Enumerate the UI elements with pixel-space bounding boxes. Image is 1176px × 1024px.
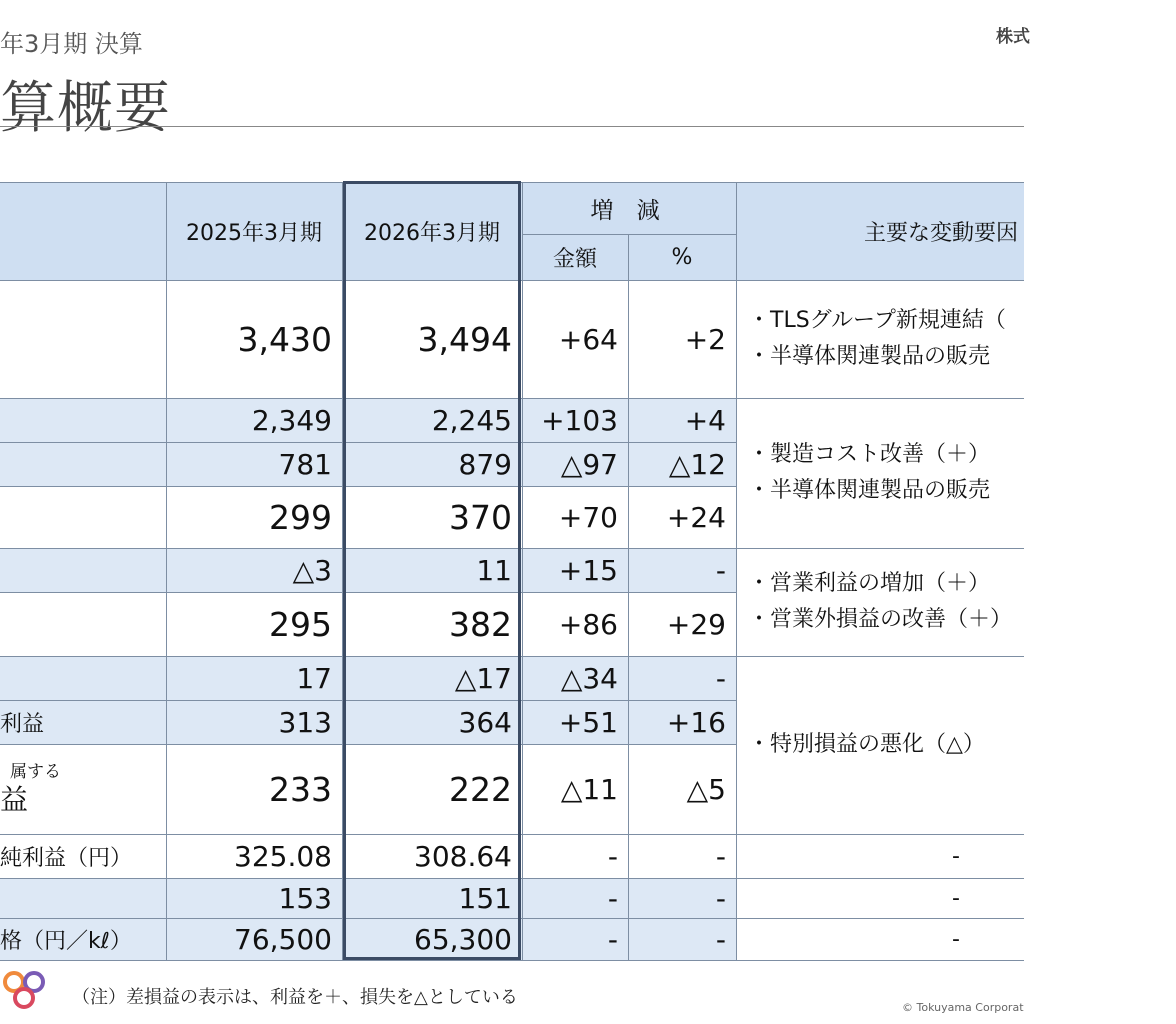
footnote: （注）差損益の表示は、利益を＋、損失を△としている	[72, 987, 518, 1008]
cell-prev: 325.08	[166, 834, 342, 878]
cell-curr: 308.64	[342, 834, 522, 878]
grid-line-v	[736, 182, 737, 960]
header-label-cell	[0, 182, 166, 280]
cell-prev: 17	[166, 656, 342, 700]
cell-amount: -	[522, 834, 628, 878]
row-label	[0, 486, 166, 548]
cell-amount: -	[522, 878, 628, 918]
cell-pct: +2	[628, 280, 736, 398]
factor-cell-2	[736, 398, 1024, 548]
grid-line-v	[522, 182, 523, 960]
cell-curr: 370	[342, 486, 522, 548]
header-amount: 金額	[522, 234, 628, 280]
cell-amount: +86	[522, 592, 628, 656]
factor-cell-4	[736, 656, 1024, 834]
company-name: 株式	[996, 27, 1030, 47]
row-label	[0, 548, 166, 592]
cell-prev: 295	[166, 592, 342, 656]
page-title: 算概要	[0, 76, 171, 141]
grid-line-h	[736, 548, 1024, 549]
cell-amount: △34	[522, 656, 628, 700]
cell-amount: +64	[522, 280, 628, 398]
cell-curr: 65,300	[342, 918, 522, 960]
grid-line-h	[522, 234, 736, 235]
cell-curr: △17	[342, 656, 522, 700]
cell-pct: +29	[628, 592, 736, 656]
row-label: 利益	[0, 700, 166, 744]
row-label-small: 属する	[10, 762, 61, 782]
factor-4a: ・特別損益の悪化（△）	[748, 732, 985, 757]
row-label	[0, 592, 166, 656]
copyright: © Tokuyama Corporat	[902, 1001, 1024, 1014]
current-year-highlight	[343, 181, 521, 960]
header-prev-year: 2025年3月期	[166, 182, 342, 280]
row-label	[0, 442, 166, 486]
factor-dash-r11: -	[736, 878, 1176, 918]
cell-amount: +51	[522, 700, 628, 744]
factor-3a: ・営業利益の増加（＋）	[748, 571, 991, 596]
factor-cell-1	[736, 280, 1024, 398]
cell-prev: 233	[166, 744, 342, 834]
header-factors-label: 主要な変動要因	[864, 220, 1019, 246]
factor-dash-r12: -	[736, 918, 1176, 960]
row-label-large: 益	[0, 783, 29, 816]
factor-1b: ・半導体関連製品の販売	[748, 344, 991, 369]
cell-pct: +16	[628, 700, 736, 744]
header-factors	[736, 182, 1024, 280]
factor-3b: ・営業外損益の改善（＋）	[748, 607, 1013, 632]
cell-amount: △97	[522, 442, 628, 486]
cell-pct: +24	[628, 486, 736, 548]
cell-pct: -	[628, 878, 736, 918]
grid-line-h	[736, 918, 1024, 919]
row-label	[0, 656, 166, 700]
cell-prev: 3,430	[166, 280, 342, 398]
cell-curr: 879	[342, 442, 522, 486]
cell-curr: 2,245	[342, 398, 522, 442]
title-divider	[0, 126, 1024, 127]
factor-dash-eps: -	[736, 834, 1176, 878]
cell-prev: △3	[166, 548, 342, 592]
cell-pct: -	[628, 656, 736, 700]
cell-amount: +70	[522, 486, 628, 548]
grid-line-h	[736, 834, 1024, 835]
cell-curr: 3,494	[342, 280, 522, 398]
company-logo-icon	[0, 968, 48, 1012]
grid-line-v	[166, 182, 167, 960]
factor-2b: ・半導体関連製品の販売	[748, 478, 991, 503]
cell-pct: -	[628, 834, 736, 878]
cell-amount: △11	[522, 744, 628, 834]
header-percent: %	[628, 234, 736, 280]
grid-line-h	[736, 656, 1024, 657]
cell-prev: 76,500	[166, 918, 342, 960]
row-label	[0, 744, 166, 834]
factor-1a: ・TLSグループ新規連結（	[748, 308, 1006, 333]
cell-pct: +4	[628, 398, 736, 442]
cell-amount: -	[522, 918, 628, 960]
grid-line-h	[736, 398, 1024, 399]
cell-curr: 11	[342, 548, 522, 592]
cell-curr: 151	[342, 878, 522, 918]
row-label	[0, 280, 166, 398]
header-curr-year: 2026年3月期	[342, 182, 522, 280]
grid-line-h	[0, 960, 1024, 961]
cell-pct: △12	[628, 442, 736, 486]
cell-amount: +15	[522, 548, 628, 592]
row-label	[0, 398, 166, 442]
row-label: 純利益（円）	[0, 834, 166, 878]
cell-pct: -	[628, 548, 736, 592]
cell-curr: 222	[342, 744, 522, 834]
factor-2a: ・製造コスト改善（＋）	[748, 442, 991, 467]
period-subtitle: 年3月期 決算	[0, 30, 143, 58]
row-label	[0, 878, 166, 918]
cell-pct: △5	[628, 744, 736, 834]
cell-amount: +103	[522, 398, 628, 442]
grid-line-v	[628, 234, 629, 960]
cell-prev: 2,349	[166, 398, 342, 442]
cell-curr: 364	[342, 700, 522, 744]
cell-prev: 153	[166, 878, 342, 918]
cell-prev: 781	[166, 442, 342, 486]
cell-pct: -	[628, 918, 736, 960]
header-change: 増 減	[522, 182, 736, 234]
grid-line-h	[736, 878, 1024, 879]
cell-prev: 313	[166, 700, 342, 744]
cell-prev: 299	[166, 486, 342, 548]
row-label: 格（円／kℓ）	[0, 918, 166, 960]
factor-cell-3	[736, 548, 1024, 656]
cell-curr: 382	[342, 592, 522, 656]
